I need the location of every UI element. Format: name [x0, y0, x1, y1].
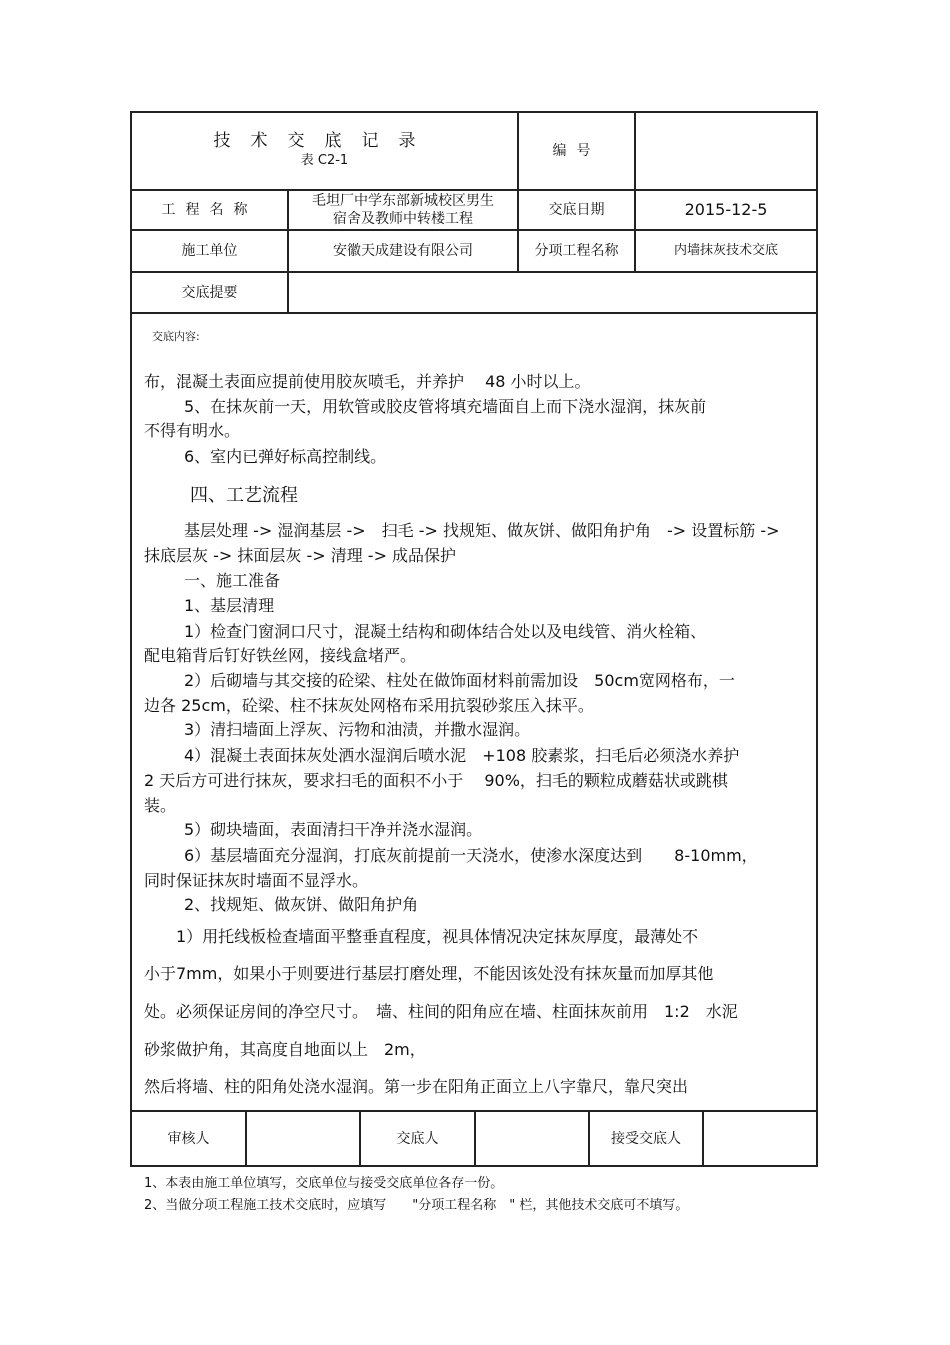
content-line: 配电箱背后钉好铁丝网，接线盒堵严。: [144, 646, 417, 665]
unit-label: 施工单位: [181, 243, 238, 259]
content-line: 1、基层清理: [184, 596, 275, 615]
date-label: 交底日期: [548, 202, 605, 218]
content-line: 一、施工准备: [184, 571, 281, 590]
reviewer-value: [247, 1112, 359, 1165]
number-value: [636, 113, 816, 189]
form-title: 技术交底记录: [213, 131, 436, 151]
content-line: 1）检查门窗洞口尺寸，混凝土结构和砌体结合处以及电线管、消火栓箱、: [184, 622, 707, 641]
footnote: 1、本表由施工单位填写，交底单位与接受交底单位各存一份。: [144, 1176, 504, 1191]
receiver-value: [704, 1112, 816, 1165]
content-line: 布，混凝土表面应提前使用胶灰喷毛，并养护 48 小时以上。: [144, 372, 591, 391]
content-line: 5、在抹灰前一天，用软管或胶皮管将填充墙面自上而下浇水湿润，抹灰前: [184, 397, 707, 416]
content-line: 同时保证抹灰时墙面不显浮水。: [144, 871, 369, 890]
discloser-label: 交底人: [396, 1130, 439, 1147]
content-line: 砂浆做护角，其高度自地面以上 2m，: [144, 1040, 426, 1059]
content-line: 处。必须保证房间的净空尺寸。 墙、柱间的阳角应在墙、柱面抹灰前用 1:2 水泥: [144, 1002, 738, 1021]
content-label: 交底内容:: [152, 330, 200, 343]
number-label: 编号: [552, 143, 601, 159]
reviewer-label: 审核人: [167, 1130, 210, 1147]
content-line: 然后将墙、柱的阳角处浇水湿润。第一步在阳角正面立上八字靠尺，靠尺突出: [144, 1077, 689, 1096]
content-line: 小于7mm，如果小于则要进行基层打磨处理，不能因该处没有抹灰量而加厚其他: [144, 964, 714, 983]
summary-value: [289, 273, 816, 312]
discloser-value: [476, 1112, 588, 1165]
content-line: 基层处理 -> 湿润基层 -> 扫毛 -> 找规矩、做灰饼、做阳角护角 -> 设置标筋 ->: [184, 521, 780, 540]
content-line: 2）后砌墙与其交接的砼梁、柱处在做饰面材料前需加设 50cm宽网格布，一: [184, 671, 735, 690]
section-heading: 四、工艺流程: [190, 485, 298, 506]
content-line: 2 天后方可进行抹灰，要求扫毛的面积不小于 90%，扫毛的颗粒成蘑菇状或跳棋: [144, 771, 728, 790]
content-line: 2、找规矩、做灰饼、做阳角护角: [184, 895, 419, 914]
sub-project-label: 分项工程名称: [534, 243, 619, 259]
rule: [130, 312, 818, 314]
content-line: 边各 25cm，砼梁、柱不抹灰处网格布采用抗裂砂浆压入抹平。: [144, 696, 594, 715]
content-line: 5）砌块墙面，表面清扫干净并浇水湿润。: [184, 820, 483, 839]
project-name-value: [289, 191, 517, 229]
content-line: 1）用托线板检查墙面平整垂直程度，视具体情况决定抹灰厚度，最薄处不: [176, 927, 699, 946]
content-line: 不得有明水。: [144, 421, 241, 440]
content-line: 6、室内已弹好标高控制线。: [184, 447, 387, 466]
receiver-label: 接受交底人: [611, 1130, 681, 1147]
sub-project-value: 内墙抹灰技术交底: [673, 243, 778, 258]
project-name-line: 毛坦厂中学东部新城校区男生: [312, 193, 494, 209]
content-line: 3）清扫墙面上浮灰、污物和油渍，并撒水湿润。: [184, 720, 531, 739]
content-line: 4）混凝土表面抹灰处洒水湿润后喷水泥 +108 胶素浆，扫毛后必须浇水养护: [184, 746, 740, 765]
footnote: 2、当做分项工程施工技术交底时，应填写 "分项工程名称 " 栏，其他技术交底可不填写。: [144, 1198, 689, 1213]
content-line: 抹底层灰 -> 抹面层灰 -> 清理 -> 成品保护: [144, 546, 457, 565]
date-value: 2015-12-5: [684, 200, 768, 219]
unit-value: 安徽天成建设有限公司: [333, 243, 473, 259]
form-number: 表 C2-1: [300, 153, 349, 168]
content-line: 6）基层墙面充分湿润，打底灰前提前一天浇水，使渗水深度达到 8-10mm，: [184, 846, 758, 865]
summary-label: 交底提要: [181, 284, 238, 301]
content-line: 装。: [144, 796, 177, 815]
project-name-label: 工程名称: [161, 202, 258, 218]
project-name-line: 宿舍及教师中转楼工程: [333, 211, 473, 227]
form-title-block: [132, 113, 517, 189]
